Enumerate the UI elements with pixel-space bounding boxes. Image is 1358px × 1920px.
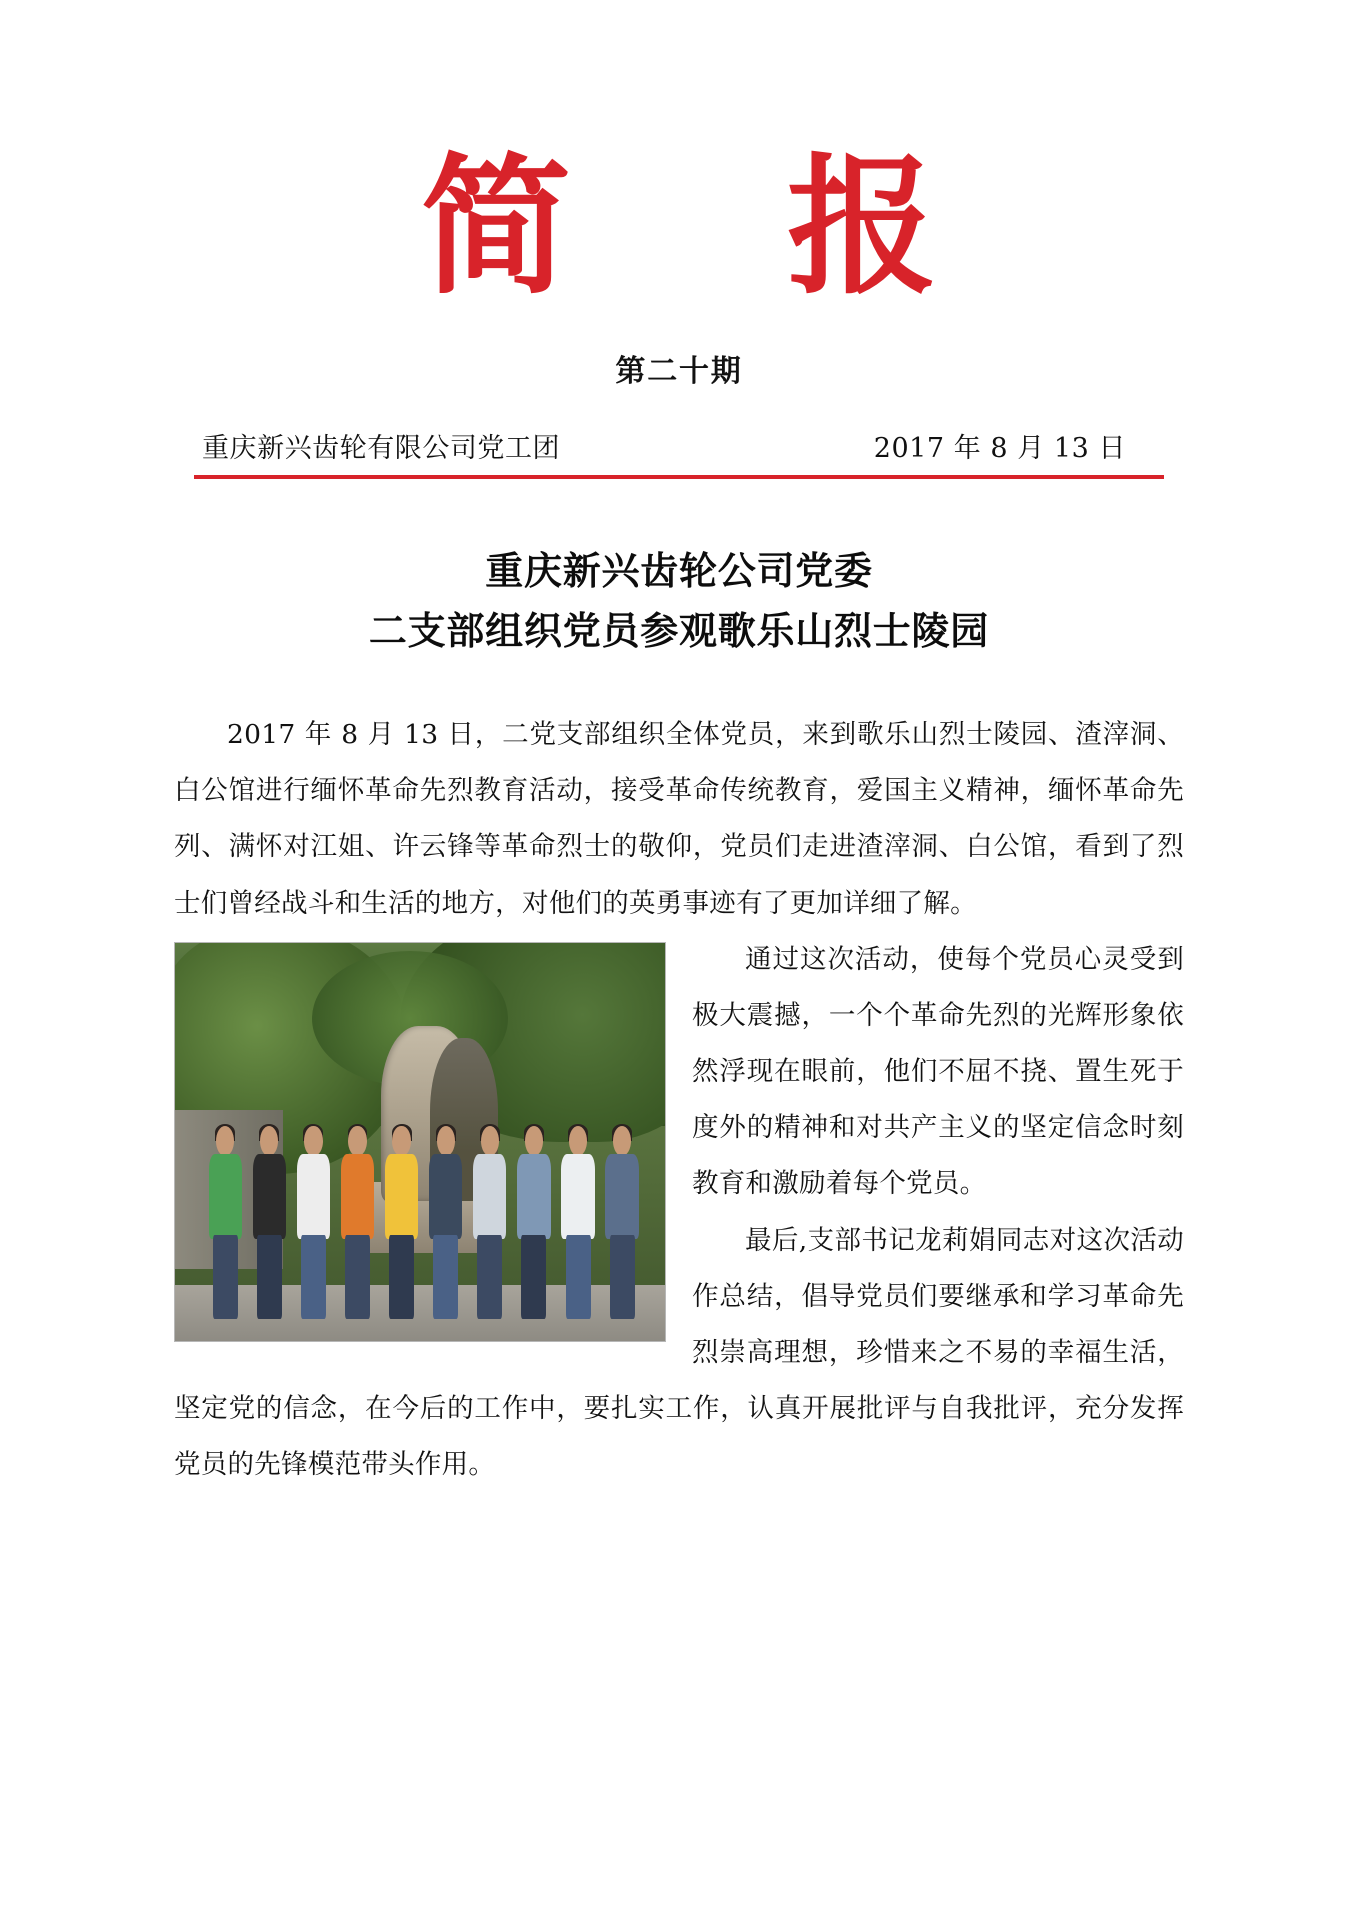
- issue-number: 第二十期: [615, 354, 743, 389]
- group-photo-martyrs-cemetery: [174, 942, 666, 1342]
- page-title: [174, 541, 1184, 661]
- masthead-title: 简 报: [420, 139, 970, 315]
- header-divider: [194, 475, 1164, 479]
- photo-crowd: [175, 1126, 665, 1317]
- paragraph-2: 通过这次活动，使每个党员心灵受到极大震撼，一个个革命先烈的光辉形象依然浮现在眼前，他们不屈不挠、置生死于度外的精神和对共产主义的坚定信念时刻教育和激励着每个党员。: [692, 943, 1184, 1200]
- publish-date: 2017 年 8 月 13 日: [873, 433, 1126, 464]
- paragraph-1: 2017 年 8 月 13 日，二党支部组织全体党员，来到歌乐山烈士陵园、渣滓洞、白公馆进行缅怀革命先烈教育活动，接受革命传统教育，爱国主义精神，缅怀革命先列、满怀对江姐、许云锋等革命烈士的敬仰，党员们走进渣滓洞、白公馆，看到了烈士们曾经战斗和生活的地方，对他们的英勇事迹有了更加详细了解。: [174, 719, 1184, 919]
- meta-row: [194, 426, 1164, 475]
- headline-line-1: 重庆新兴齿轮公司党委: [485, 549, 873, 593]
- paragraph-3: 最后,支部书记龙莉娟同志对这次活动作总结，倡导党员们要继承和学习革命先烈崇高理想，珍惜来之不易的幸福生活，坚定党的信念，在今后的工作中，要扎实工作，认真开展批评与自我批评，充分发挥党员的先锋模范带头作用。: [174, 1224, 1184, 1481]
- publisher-name: 重庆新兴齿轮有限公司党工团: [202, 433, 561, 464]
- article-body: [174, 707, 1184, 1493]
- headline-line-2: 二支部组织党员参观歌乐山烈士陵园: [368, 609, 990, 654]
